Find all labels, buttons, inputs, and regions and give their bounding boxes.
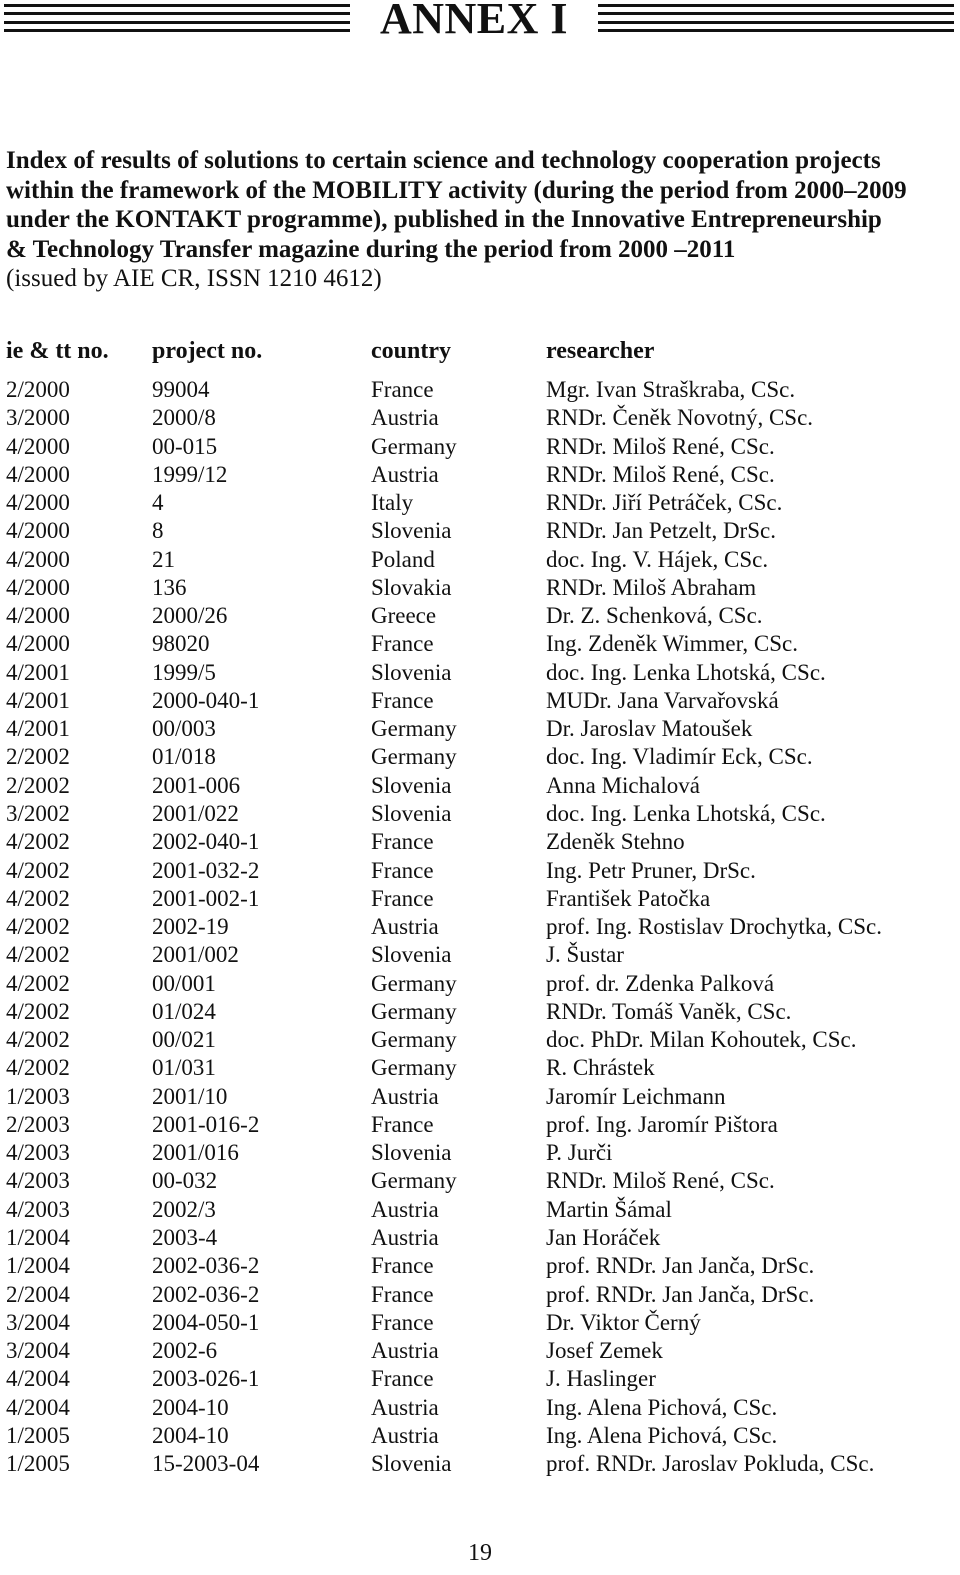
table-row — [6, 1111, 956, 1139]
researcher-cell: doc. Ing. V. Hájek, CSc. — [546, 546, 769, 572]
researcher-cell: RNDr. Tomáš Vaněk, CSc. — [546, 998, 792, 1024]
issue-cell: 1/2004 — [6, 1253, 70, 1279]
researcher-cell: RNDr. Miloš René, CSc. — [546, 461, 775, 487]
column-header-researcher: researcher — [546, 338, 655, 364]
project-cell: 01/031 — [152, 1055, 216, 1081]
issue-cell: 1/2004 — [6, 1224, 70, 1250]
page-number: 19 — [468, 1540, 492, 1566]
researcher-cell: prof. dr. Zdenka Palková — [546, 970, 775, 996]
country-cell: Austria — [371, 1196, 439, 1222]
table-row — [6, 970, 956, 998]
table-row — [6, 404, 956, 432]
researcher-cell: prof. RNDr. Jan Janča, DrSc. — [546, 1281, 815, 1307]
issue-cell: 4/2002 — [6, 885, 70, 911]
researcher-cell: J. Haslinger — [546, 1366, 656, 1392]
issue-cell: 4/2002 — [6, 1027, 70, 1053]
table-row — [6, 687, 956, 715]
country-cell: Germany — [371, 970, 457, 996]
project-cell: 00/021 — [152, 1027, 216, 1053]
country-cell: Austria — [371, 1422, 439, 1448]
annex-title: ANNEX I — [379, 0, 569, 43]
issue-cell: 2/2004 — [6, 1281, 70, 1307]
intro-line: Index of results of solutions to certain science and technology cooperation projects — [6, 147, 881, 174]
table-row — [6, 1281, 956, 1309]
project-cell: 1999/5 — [152, 659, 216, 685]
researcher-cell: RNDr. Miloš René, CSc. — [546, 1168, 775, 1194]
project-cell: 4 — [152, 490, 164, 516]
issue-cell: 4/2002 — [6, 942, 70, 968]
researcher-cell: Ing. Zdeněk Wimmer, CSc. — [546, 631, 798, 657]
researcher-cell: J. Šustar — [546, 942, 624, 968]
country-cell: France — [371, 885, 434, 911]
project-cell: 2001-032-2 — [152, 857, 260, 883]
country-cell: Italy — [371, 490, 414, 516]
project-cell: 00-032 — [152, 1168, 218, 1194]
table-row — [6, 489, 956, 517]
table-row — [6, 1394, 956, 1422]
table-row — [6, 1139, 956, 1167]
researcher-cell: Ing. Petr Pruner, DrSc. — [546, 857, 756, 883]
issue-cell: 1/2005 — [6, 1422, 70, 1448]
issue-cell: 4/2000 — [6, 433, 70, 459]
table-row — [6, 630, 956, 658]
country-cell: Slovenia — [371, 800, 452, 826]
issue-cell: 4/2000 — [6, 603, 70, 629]
issue-cell: 2/2003 — [6, 1111, 70, 1137]
table-row — [6, 1026, 956, 1054]
issue-cell: 4/2002 — [6, 998, 70, 1024]
country-cell: Germany — [371, 1055, 457, 1081]
project-cell: 01/018 — [152, 744, 216, 770]
issue-cell: 4/2001 — [6, 687, 70, 713]
table-row — [6, 574, 956, 602]
issue-cell: 4/2003 — [6, 1140, 70, 1166]
country-cell: Germany — [371, 744, 457, 770]
project-cell: 2002-6 — [152, 1338, 218, 1364]
issue-cell: 4/2001 — [6, 659, 70, 685]
issue-cell: 4/2000 — [6, 461, 70, 487]
project-cell: 2002-036-2 — [152, 1281, 260, 1307]
country-cell: Slovenia — [371, 518, 452, 544]
project-cell: 2000/8 — [152, 405, 216, 431]
researcher-cell: Anna Michalová — [546, 772, 700, 798]
researcher-cell: Ing. Alena Pichová, CSc. — [546, 1422, 778, 1448]
country-cell: France — [371, 829, 434, 855]
issue-cell: 4/2002 — [6, 857, 70, 883]
issue-cell: 4/2004 — [6, 1366, 70, 1392]
issue-cell: 4/2002 — [6, 914, 70, 940]
researcher-cell: P. Jurči — [546, 1140, 613, 1166]
project-cell: 00/003 — [152, 716, 216, 742]
issue-cell: 3/2000 — [6, 405, 70, 431]
researcher-cell: doc. Ing. Lenka Lhotská, CSc. — [546, 800, 826, 826]
country-cell: Slovenia — [371, 1140, 452, 1166]
country-cell: Germany — [371, 433, 457, 459]
table-row — [6, 941, 956, 969]
table-row — [6, 1309, 956, 1337]
researcher-cell: MUDr. Jana Varvařovská — [546, 687, 779, 713]
researcher-cell: RNDr. Čeněk Novotný, CSc. — [546, 405, 814, 431]
table-row — [6, 1054, 956, 1082]
table-row — [6, 659, 956, 687]
issue-cell: 3/2002 — [6, 800, 70, 826]
project-cell: 8 — [152, 518, 164, 544]
project-cell: 2001/10 — [152, 1083, 228, 1109]
researcher-cell: prof. RNDr. Jan Janča, DrSc. — [546, 1253, 815, 1279]
project-cell: 98020 — [152, 631, 210, 657]
project-cell: 2001/002 — [152, 942, 239, 968]
country-cell: France — [371, 1111, 434, 1137]
country-cell: Slovenia — [371, 772, 452, 798]
annex-header — [0, 0, 960, 43]
table-row — [6, 433, 956, 461]
country-cell: France — [371, 1253, 434, 1279]
intro-paragraph — [6, 146, 956, 294]
country-cell: Germany — [371, 716, 457, 742]
table-row — [6, 885, 956, 913]
table-row — [6, 743, 956, 771]
country-cell: France — [371, 1366, 434, 1392]
researcher-cell: Josef Zemek — [546, 1338, 663, 1364]
country-cell: Austria — [371, 914, 439, 940]
project-cell: 2003-026-1 — [152, 1366, 260, 1392]
researcher-cell: Martin Šámal — [546, 1196, 672, 1222]
researcher-cell: Dr. Jaroslav Matoušek — [546, 716, 753, 742]
issue-cell: 4/2002 — [6, 1055, 70, 1081]
issue-cell: 4/2002 — [6, 970, 70, 996]
issue-cell: 4/2004 — [6, 1394, 70, 1420]
table-row — [6, 1365, 956, 1393]
project-cell: 01/024 — [152, 998, 216, 1024]
issue-cell: 4/2001 — [6, 716, 70, 742]
table-row — [6, 461, 956, 489]
country-cell: Slovenia — [371, 1451, 452, 1477]
project-cell: 99004 — [152, 377, 210, 402]
table-row — [6, 1422, 956, 1450]
issue-cell: 4/2002 — [6, 829, 70, 855]
researcher-cell: prof. RNDr. Jaroslav Pokluda, CSc. — [546, 1451, 875, 1477]
table-row — [6, 913, 956, 941]
table-row — [6, 772, 956, 800]
researcher-cell: RNDr. Miloš Abraham — [546, 574, 757, 600]
column-header-issue: ie & tt no. — [6, 338, 109, 364]
researcher-cell: Jan Horáček — [546, 1224, 661, 1250]
project-cell: 2002/3 — [152, 1196, 216, 1222]
researcher-cell: RNDr. Jan Petzelt, DrSc. — [546, 518, 776, 544]
country-cell: Austria — [371, 1338, 439, 1364]
country-cell: Germany — [371, 1027, 457, 1053]
country-cell: Germany — [371, 1168, 457, 1194]
table-row — [6, 1252, 956, 1280]
country-cell: France — [371, 857, 434, 883]
table-row — [6, 1224, 956, 1252]
country-cell: France — [371, 687, 434, 713]
project-cell: 00-015 — [152, 433, 218, 459]
researcher-cell: František Patočka — [546, 885, 711, 911]
decorative-rules-left — [4, 4, 350, 32]
issue-cell: 3/2004 — [6, 1309, 70, 1335]
researcher-cell: doc. PhDr. Milan Kohoutek, CSc. — [546, 1027, 857, 1053]
project-cell: 2001-006 — [152, 772, 241, 798]
project-cell: 2004-10 — [152, 1394, 229, 1420]
country-cell: Slovenia — [371, 942, 452, 968]
table-row — [6, 1083, 956, 1111]
project-cell: 2000/26 — [152, 603, 228, 629]
table-row — [6, 800, 956, 828]
project-cell: 2004-050-1 — [152, 1309, 260, 1335]
researcher-cell: Zdeněk Stehno — [546, 829, 685, 855]
project-cell: 21 — [152, 546, 175, 572]
issue-cell: 2/2002 — [6, 744, 70, 770]
results-table — [6, 376, 956, 1478]
issue-cell: 4/2000 — [6, 574, 70, 600]
intro-issuer-line: (issued by AIE CR, ISSN 1210 4612) — [6, 265, 382, 292]
project-cell: 00/001 — [152, 970, 216, 996]
table-row — [6, 1167, 956, 1195]
issue-cell: 3/2004 — [6, 1338, 70, 1364]
researcher-cell: Ing. Alena Pichová, CSc. — [546, 1394, 778, 1420]
country-cell: Austria — [371, 405, 439, 431]
intro-line: & Technology Transfer magazine during the period from 2000 –2011 — [6, 235, 736, 263]
researcher-cell: Mgr. Ivan Straškraba, CSc. — [546, 377, 796, 402]
issue-cell: 2/2000 — [6, 377, 70, 402]
table-row — [6, 517, 956, 545]
table-header — [6, 338, 956, 370]
researcher-cell: RNDr. Miloš René, CSc. — [546, 433, 775, 459]
project-cell: 2002-040-1 — [152, 829, 260, 855]
table-row — [6, 857, 956, 885]
country-cell: France — [371, 1309, 434, 1335]
researcher-cell: Jaromír Leichmann — [546, 1083, 726, 1109]
project-cell: 15-2003-04 — [152, 1451, 260, 1477]
table-row — [6, 1450, 956, 1478]
researcher-cell: doc. Ing. Lenka Lhotská, CSc. — [546, 659, 826, 685]
issue-cell: 1/2003 — [6, 1083, 70, 1109]
researcher-cell: RNDr. Jiří Petráček, CSc. — [546, 490, 783, 516]
researcher-cell: R. Chrástek — [546, 1055, 655, 1081]
table-row — [6, 998, 956, 1026]
issue-cell: 4/2000 — [6, 631, 70, 657]
issue-cell: 4/2000 — [6, 546, 70, 572]
issue-cell: 2/2002 — [6, 772, 70, 798]
researcher-cell: Dr. Z. Schenková, CSc. — [546, 603, 763, 629]
table-row — [6, 715, 956, 743]
project-cell: 2001/022 — [152, 800, 239, 826]
country-cell: Slovenia — [371, 659, 452, 685]
researcher-cell: Dr. Viktor Černý — [546, 1309, 701, 1335]
issue-cell: 4/2003 — [6, 1168, 70, 1194]
column-header-country: country — [371, 338, 451, 364]
intro-line: within the framework of the MOBILITY activity (during the period from 2000–2009 — [6, 176, 907, 204]
project-cell: 2002-036-2 — [152, 1253, 260, 1279]
project-cell: 2003-4 — [152, 1224, 218, 1250]
country-cell: Austria — [371, 1083, 439, 1109]
researcher-cell: doc. Ing. Vladimír Eck, CSc. — [546, 744, 813, 770]
table-row — [6, 376, 956, 404]
project-cell: 2001-002-1 — [152, 885, 260, 911]
table-row — [6, 828, 956, 856]
issue-cell: 4/2003 — [6, 1196, 70, 1222]
country-cell: Germany — [371, 998, 457, 1024]
project-cell: 1999/12 — [152, 461, 228, 487]
project-cell: 2000-040-1 — [152, 687, 260, 713]
country-cell: Austria — [371, 1224, 439, 1250]
project-cell: 2002-19 — [152, 914, 229, 940]
project-cell: 2001/016 — [152, 1140, 239, 1166]
issue-cell: 1/2005 — [6, 1451, 70, 1477]
country-cell: Slovakia — [371, 574, 452, 600]
intro-line: under the KONTAKT programme), published in the Innovative Entrepreneurship — [6, 206, 882, 233]
project-cell: 2004-10 — [152, 1422, 229, 1448]
country-cell: France — [371, 631, 434, 657]
table-row — [6, 1337, 956, 1365]
country-cell: France — [371, 1281, 434, 1307]
column-header-project: project no. — [152, 338, 263, 364]
country-cell: Poland — [371, 546, 435, 572]
country-cell: Austria — [371, 1394, 439, 1420]
table-row — [6, 1196, 956, 1224]
country-cell: Greece — [371, 603, 437, 629]
table-row — [6, 602, 956, 630]
issue-cell: 4/2000 — [6, 518, 70, 544]
project-cell: 2001-016-2 — [152, 1111, 260, 1137]
issue-cell: 4/2000 — [6, 490, 70, 516]
project-cell: 136 — [152, 574, 187, 600]
country-cell: Austria — [371, 461, 439, 487]
country-cell: France — [371, 377, 434, 402]
table-row — [6, 546, 956, 574]
researcher-cell: prof. Ing. Jaromír Pištora — [546, 1111, 778, 1137]
decorative-rules-right — [598, 4, 954, 32]
researcher-cell: prof. Ing. Rostislav Drochytka, CSc. — [546, 914, 883, 940]
